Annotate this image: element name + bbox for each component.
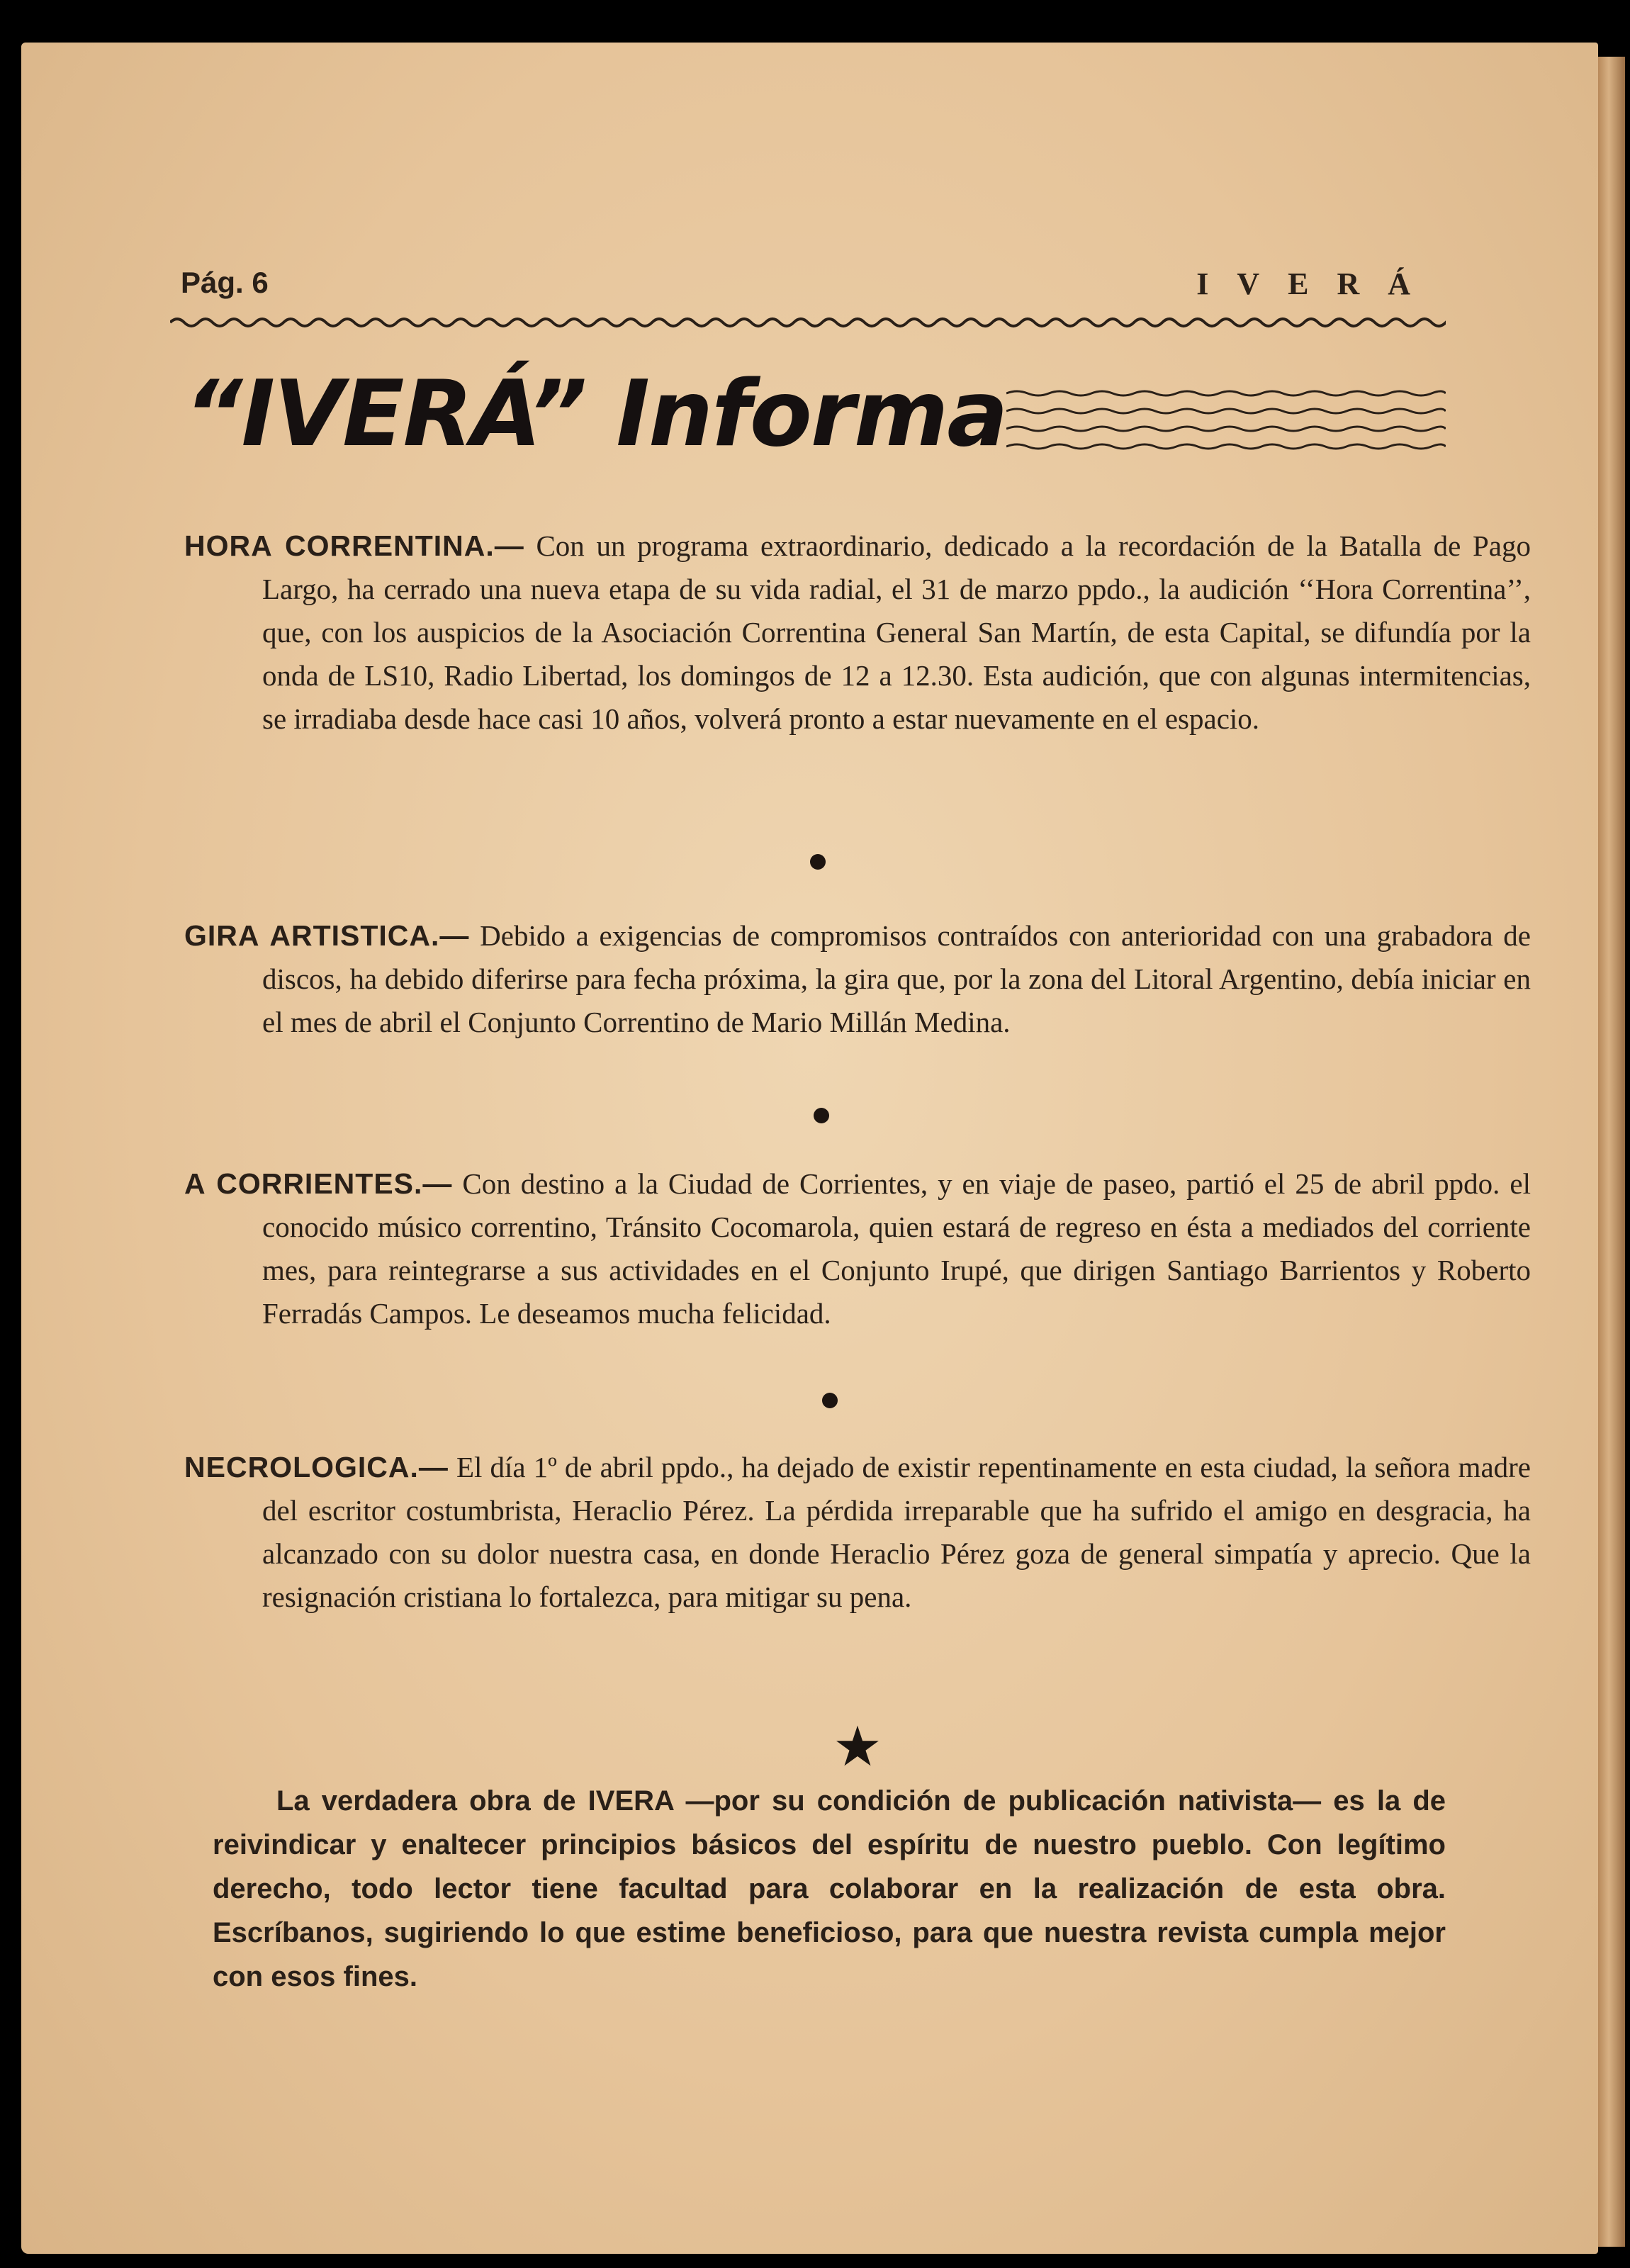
closing-paragraph: La verdadera obra de IVERA —por su condición de publicación nativista— es la de reivindicar y enaltecer principios básicos del espíritu de nuestro pueblo. Con legítimo derecho, todo lector tiene facultad para colaborar en la realización de esta obra. Escríbanos, sugiriendo lo que estime beneficioso, para que nuestra revista cumpla mejor con esos fines. — [213, 1785, 1446, 1992]
news-item-hora-correntina — [184, 524, 1531, 741]
news-item-necrologica — [184, 1446, 1531, 1619]
news-text: Con un programa extraordinario, dedicado a la recordación de la Batalla de Pago Largo, ha cerrado una nueva etapa de su vida radial, el 31 de marzo ppdo., la audición ‘‘Hora Correntina’’, que, con los auspicios de la Asociación Correntina General San Martín, de esta Capital, se difundía por la onda de LS10, Radio Libertad, los domingos de 12 a 12.30. Esta audición, que con algunas intermitencias, se irradiaba desde hace casi 10 años, volverá pronto a estar nuevamente en el espacio. — [262, 529, 1531, 735]
news-heading: NECROLOGICA.— — [184, 1451, 449, 1483]
page-number: Pág. 6 — [181, 266, 269, 299]
separator-bullet — [822, 1393, 838, 1408]
magazine-name: IVERÁ — [1196, 266, 1439, 301]
separator-bullet — [810, 854, 826, 870]
section-title: “IVERÁ” Informa — [184, 361, 1007, 467]
news-heading: A CORRIENTES.— — [184, 1167, 453, 1200]
news-item-gira-artistica — [184, 914, 1531, 1044]
news-item-a-corrientes — [184, 1162, 1531, 1335]
separator-bullet — [814, 1108, 829, 1123]
title-wavy-lines — [1006, 386, 1446, 464]
news-heading: HORA CORRENTINA.— — [184, 529, 524, 562]
news-heading: GIRA ARTISTICA.— — [184, 919, 470, 952]
header-wavy-rule — [170, 312, 1446, 333]
star-separator-icon: ★ — [833, 1715, 882, 1779]
news-text: El día 1º de abril ppdo., ha dejado de existir repentinamente en esta ciudad, la señora madre del escritor costumbrista, Heraclio Pérez. La pérdida irreparable que ha sufrido el amigo en desgracia, ha alcanzado con su dolor nuestra casa, en donde Heraclio Pérez goza de general simpatía y aprecio. Que la resignación cristiana lo fortalezca, para mitigar su pena. — [262, 1451, 1531, 1613]
news-text: Debido a exigencias de compromisos contraídos con anterioridad con una grabadora de discos, ha debido diferirse para fecha próxima, la gira que, por la zona del Litoral Argentino, debía iniciar en el mes de abril el Conjunto Correntino de Mario Millán Medina. — [262, 919, 1531, 1038]
page-edge — [1598, 57, 1625, 2247]
page-header — [181, 266, 1439, 308]
news-text: Con destino a la Ciudad de Corrientes, y en viaje de paseo, partió el 25 de abril ppdo. el conocido músico correntino, Tránsito Cocomarola, quien estará de regreso en ésta a mediados del corriente mes, para reintegrarse a sus actividades en el Conjunto Irupé, que dirigen Santiago Barrientos y Roberto Ferradás Campos. Le deseamos mucha felicidad. — [262, 1167, 1531, 1330]
